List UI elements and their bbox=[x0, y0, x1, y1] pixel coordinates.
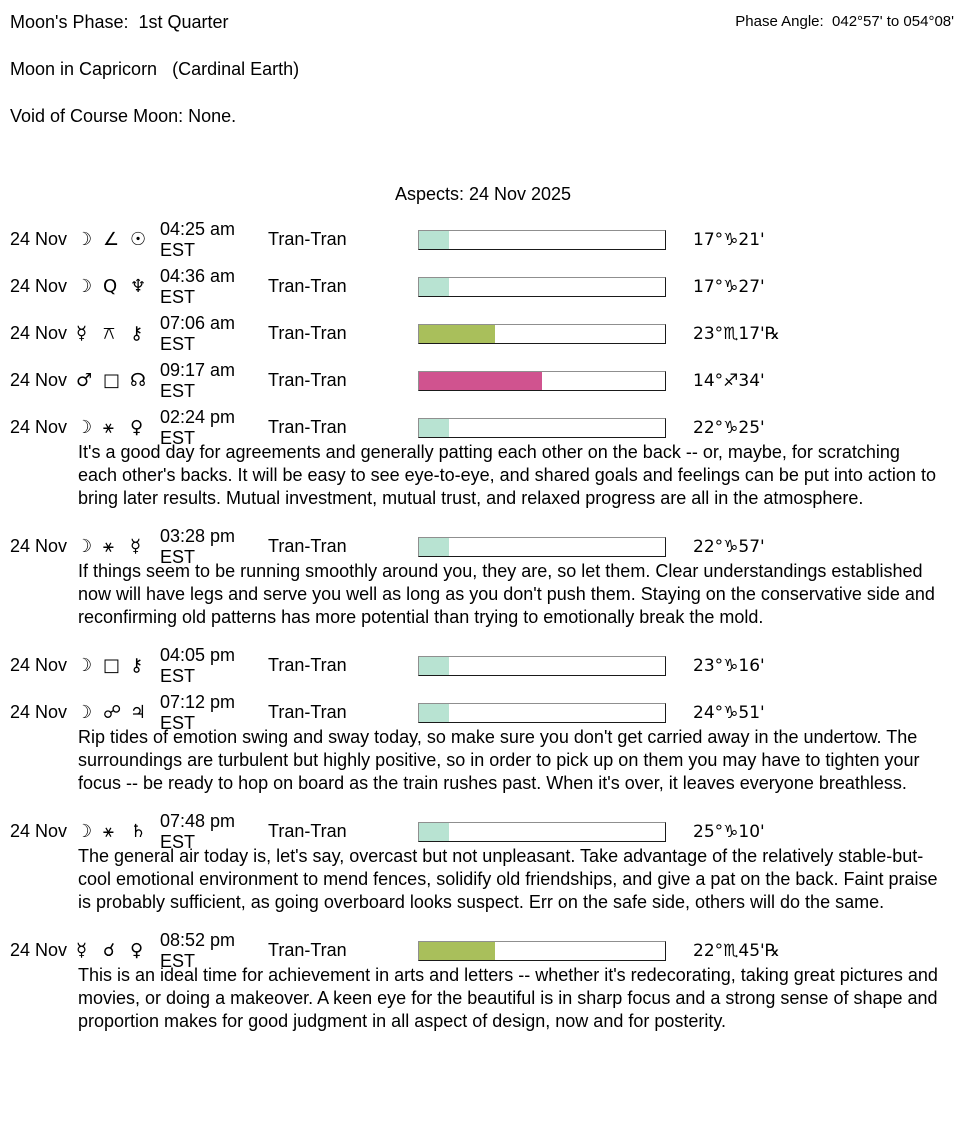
aspect-degree: 17°♑21' bbox=[693, 229, 765, 250]
mercury-icon: ☿ bbox=[76, 323, 88, 344]
aspect-line bbox=[10, 218, 956, 260]
aspect-date: 24 Nov bbox=[10, 323, 68, 343]
aspect-degree: 22°♑57' bbox=[693, 536, 765, 557]
moon-icon: ☽ bbox=[76, 276, 93, 297]
quintile-icon: Q bbox=[103, 276, 118, 297]
aspect-chart-type: Tran-Tran bbox=[268, 323, 347, 343]
aspect-line bbox=[10, 644, 956, 686]
aspect-date: 24 Nov bbox=[10, 229, 68, 249]
moon-icon: ☽ bbox=[76, 821, 93, 842]
aspect-row bbox=[10, 312, 956, 354]
aspect-date: 24 Nov bbox=[10, 821, 68, 841]
aspect-row bbox=[10, 406, 956, 510]
aspect-line bbox=[10, 406, 956, 448]
aspect-time: 04:05 pm EST bbox=[160, 644, 236, 686]
aspect-chart-type: Tran-Tran bbox=[268, 370, 347, 390]
aspect-chart-type: Tran-Tran bbox=[268, 229, 347, 249]
north-node-icon: ☊ bbox=[130, 370, 146, 391]
moon-icon: ☽ bbox=[76, 229, 93, 250]
aspect-time: 07:12 pm EST bbox=[160, 691, 236, 733]
chiron-icon: ⚷ bbox=[130, 323, 144, 344]
orb-strength-bar bbox=[418, 230, 666, 250]
aspect-date: 24 Nov bbox=[10, 536, 68, 556]
aspects-title: Aspects: 24 Nov 2025 bbox=[394, 184, 572, 204]
aspect-line bbox=[10, 265, 956, 307]
orb-strength-bar bbox=[418, 418, 666, 438]
orb-strength-bar bbox=[418, 537, 666, 557]
semisquare-icon: ∠ bbox=[103, 229, 120, 250]
moons-phase-text: Moon's Phase: 1st Quarter bbox=[10, 12, 229, 32]
aspect-chart-type: Tran-Tran bbox=[268, 702, 347, 722]
orb-strength-fill bbox=[419, 231, 449, 249]
aspect-line bbox=[10, 312, 956, 354]
mercury-icon: ☿ bbox=[130, 536, 142, 557]
aspect-time: 03:28 pm EST bbox=[160, 525, 236, 567]
orb-strength-fill bbox=[419, 657, 449, 675]
aspect-date: 24 Nov bbox=[10, 276, 68, 296]
aspect-chart-type: Tran-Tran bbox=[268, 276, 347, 296]
aspect-degree: 22°♑25' bbox=[693, 417, 765, 438]
square-icon: □ bbox=[103, 655, 121, 676]
aspect-row bbox=[10, 929, 956, 1033]
aspect-row bbox=[10, 691, 956, 795]
orb-strength-fill bbox=[419, 278, 449, 296]
aspect-date: 24 Nov bbox=[10, 370, 68, 390]
moon-icon: ☽ bbox=[76, 702, 93, 723]
sun-icon: ☉ bbox=[130, 229, 147, 250]
orb-strength-fill bbox=[419, 372, 542, 390]
orb-strength-fill bbox=[419, 538, 449, 556]
aspect-degree: 17°♑27' bbox=[693, 276, 765, 297]
moon-icon: ☽ bbox=[76, 417, 93, 438]
aspect-line bbox=[10, 810, 956, 852]
aspect-date: 24 Nov bbox=[10, 702, 68, 722]
aspect-degree: 14°♐34' bbox=[693, 370, 765, 391]
phase-angle-text: Phase Angle: 042°57' to 054°08' bbox=[735, 13, 954, 30]
moon-icon: ☽ bbox=[76, 536, 93, 557]
orb-strength-fill bbox=[419, 325, 495, 343]
aspect-row bbox=[10, 810, 956, 914]
square-icon: □ bbox=[103, 370, 121, 391]
orb-strength-bar bbox=[418, 656, 666, 676]
aspect-line bbox=[10, 525, 956, 567]
orb-strength-fill bbox=[419, 704, 449, 722]
aspect-time: 04:25 am EST bbox=[160, 218, 236, 260]
aspect-date: 24 Nov bbox=[10, 655, 68, 675]
aspect-interpretation: This is an ideal time for achievement in arts and letters -- whether it's redecorating, taking great pictures and movies, or doing a makeover. A keen eye for the beautiful is in sharp focus and a strong sense of shape and proportion makes for good judgment in all aspect of design, now and for posterity. bbox=[78, 965, 938, 1031]
aspect-time: 08:52 pm EST bbox=[160, 929, 236, 971]
orb-strength-fill bbox=[419, 419, 449, 437]
conjunction-icon: ☌ bbox=[103, 940, 116, 961]
aspect-list bbox=[10, 218, 956, 1033]
aspect-time: 04:36 am EST bbox=[160, 265, 236, 307]
header bbox=[10, 12, 956, 33]
orb-strength-bar bbox=[418, 703, 666, 723]
orb-strength-bar bbox=[418, 371, 666, 391]
neptune-icon: ♆ bbox=[130, 276, 147, 297]
saturn-icon: ♄ bbox=[130, 821, 147, 842]
venus-icon: ♀ bbox=[130, 940, 144, 961]
aspect-date: 24 Nov bbox=[10, 940, 68, 960]
aspect-time: 02:24 pm EST bbox=[160, 406, 236, 448]
aspect-date: 24 Nov bbox=[10, 417, 68, 437]
aspect-interpretation: It's a good day for agreements and generally patting each other on the back -- or, maybe, for scratching each other's backs. It will be easy to see eye-to-eye, and shared goals and feelings can be put into action to bring later results. Mutual investment, mutual trust, and relaxed progress are all in the atmosphere. bbox=[78, 442, 936, 508]
opposition-icon: ☍ bbox=[103, 702, 122, 723]
aspect-degree: 22°♏45'℞ bbox=[693, 940, 780, 961]
jupiter-icon: ♃ bbox=[130, 702, 147, 723]
aspect-row bbox=[10, 359, 956, 401]
aspect-chart-type: Tran-Tran bbox=[268, 655, 347, 675]
orb-strength-bar bbox=[418, 822, 666, 842]
chiron-icon: ⚷ bbox=[130, 655, 144, 676]
aspect-line bbox=[10, 929, 956, 971]
aspect-degree: 23°♏17'℞ bbox=[693, 323, 780, 344]
quincunx-icon: ⚻ bbox=[103, 323, 115, 344]
moon-icon: ☽ bbox=[76, 655, 93, 676]
aspect-degree: 24°♑51' bbox=[693, 702, 765, 723]
aspect-time: 07:48 pm EST bbox=[160, 810, 236, 852]
aspect-row bbox=[10, 218, 956, 260]
orb-strength-fill bbox=[419, 942, 495, 960]
orb-strength-bar bbox=[418, 277, 666, 297]
aspect-time: 07:06 am EST bbox=[160, 312, 236, 354]
aspect-chart-type: Tran-Tran bbox=[268, 821, 347, 841]
orb-strength-bar bbox=[418, 941, 666, 961]
sextile-icon: ⚹ bbox=[103, 821, 114, 842]
aspect-chart-type: Tran-Tran bbox=[268, 536, 347, 556]
aspect-degree: 23°♑16' bbox=[693, 655, 765, 676]
sextile-icon: ⚹ bbox=[103, 536, 114, 557]
void-of-course-text: Void of Course Moon: None. bbox=[10, 106, 237, 126]
aspect-line bbox=[10, 691, 956, 733]
aspect-line bbox=[10, 359, 956, 401]
aspect-row bbox=[10, 265, 956, 307]
venus-icon: ♀ bbox=[130, 417, 144, 438]
aspect-interpretation: If things seem to be running smoothly around you, they are, so let them. Clear understandings established now will have legs and serve you well as long as you don't push them. Staying on the conservative side and reconfirming old patterns has more potential than trying to emotionally break the mold. bbox=[78, 561, 935, 627]
aspect-chart-type: Tran-Tran bbox=[268, 417, 347, 437]
aspect-chart-type: Tran-Tran bbox=[268, 940, 347, 960]
orb-strength-fill bbox=[419, 823, 449, 841]
mercury-icon: ☿ bbox=[76, 940, 88, 961]
aspect-interpretation: The general air today is, let's say, overcast but not unpleasant. Take advantage of the relatively stable-but-cool emotional environment to mend fences, solidify old friendships, and give a pat on the back. Faint praise is probably sufficient, as going overboard looks suspect. Err on the safe side, others will do the same. bbox=[78, 846, 938, 912]
sextile-icon: ⚹ bbox=[103, 417, 114, 438]
aspect-row bbox=[10, 644, 956, 686]
orb-strength-bar bbox=[418, 324, 666, 344]
aspect-row bbox=[10, 525, 956, 629]
aspect-degree: 25°♑10' bbox=[693, 821, 765, 842]
aspect-time: 09:17 am EST bbox=[160, 359, 236, 401]
moon-sign-text: Moon in Capricorn (Cardinal Earth) bbox=[10, 59, 300, 79]
aspect-interpretation: Rip tides of emotion swing and sway today, so make sure you don't get carried away in the undertow. The surroundings are turbulent but highly positive, so in order to pick up on them you may have to tighten your focus -- be ready to hop on board as the train rushes past. When it's over, it leaves everyone breathless. bbox=[78, 727, 920, 793]
mars-icon: ♂ bbox=[76, 370, 93, 391]
